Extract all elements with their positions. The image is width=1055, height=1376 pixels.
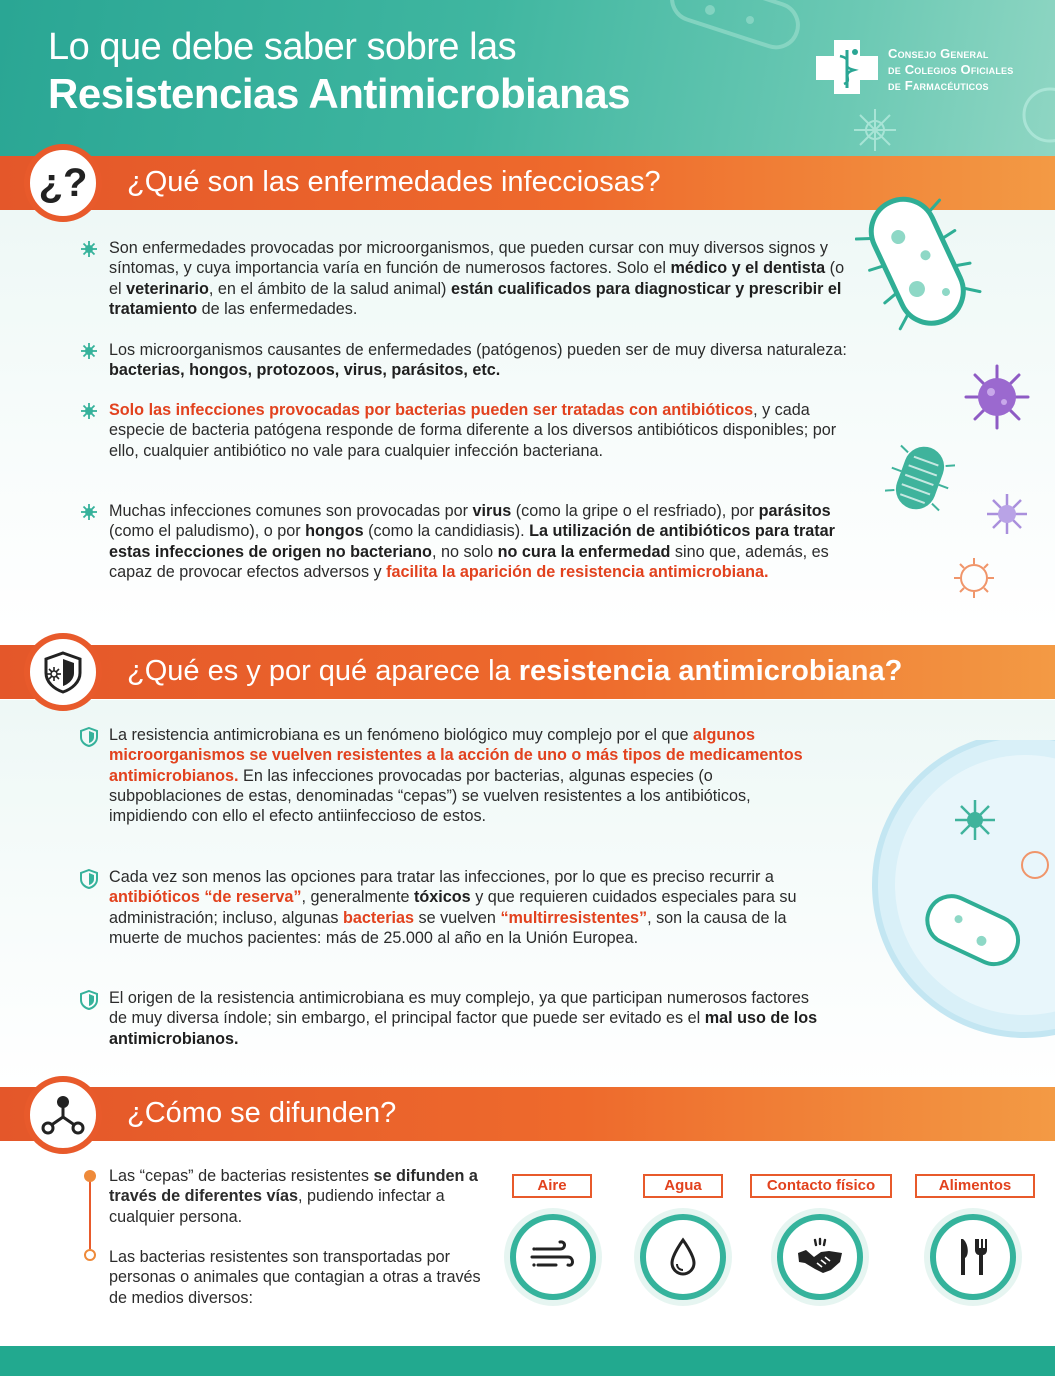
- s3s1-b: se difunden a través de diferentes vías: [109, 1167, 478, 1206]
- s1p4-a: Muchas infecciones comunes son provocadas por: [109, 502, 473, 520]
- s1p1-d: veterinario: [126, 279, 209, 298]
- shield-bullet-icon: [80, 727, 98, 747]
- s1p4-h: La utilización de antibióticos para tratar estas infecciones de origen no bacteriano: [109, 522, 835, 561]
- s1p4-c: (como la gripe o el resfriado), por: [511, 502, 759, 520]
- cutlery-icon: [955, 1236, 991, 1278]
- lilac-virus-icon: [985, 492, 1029, 536]
- wind-icon: [530, 1239, 576, 1275]
- network-nodes-icon: [38, 1093, 88, 1137]
- timeline-dot-filled: [84, 1170, 96, 1182]
- section2-paragraph1: [80, 725, 820, 826]
- s1p4-g: (como la candidiasis).: [363, 522, 530, 541]
- s1p4-d: parásitos: [758, 502, 831, 520]
- shield-badge-icon: [24, 633, 102, 711]
- organization-name: [888, 46, 1013, 94]
- s1p3-a: Solo las infecciones provocadas por bacterias pueden ser tratadas con antibióticos: [109, 401, 754, 419]
- section3-header-bar: [0, 1087, 1055, 1141]
- s2p1-b: algunos microorganismos se vuelven resistentes a la acción de uno o más tipos de medicamentos antimicrobianos.: [109, 726, 803, 785]
- section1-paragraph2: [80, 340, 860, 381]
- s2p3-a: El origen de la resistencia antimicrobiana es muy complejo, ya que participan numerosos factores de muy diversa índole; sin embargo, el principal factor que puede ser evitado es el: [109, 989, 810, 1028]
- header-banner: [0, 0, 1055, 158]
- s3s1-a: Las “cepas” de bacterias resistentes: [109, 1167, 374, 1185]
- s2p2-g: se vuelven: [414, 908, 501, 927]
- route-label-agua: Agua: [643, 1174, 723, 1198]
- organization-line3: de Farmacéuticos: [888, 78, 989, 93]
- page-title-line2: Resistencias Antimicrobianas: [48, 70, 630, 117]
- s2p2-i: , son la causa de la muerte de muchos pacientes: más de 25.000 al año en la Unión Europea.: [109, 908, 787, 947]
- spread-paragraph2: Las bacterias resistentes son transportadas por personas o animales que contagian a otras a través de medios diversos:: [109, 1248, 481, 1307]
- section1-paragraph1: [80, 238, 860, 319]
- section1-paragraph4: [80, 501, 860, 582]
- route-contacto-fisico: [777, 1214, 863, 1300]
- route-alimentos: [930, 1214, 1016, 1300]
- s1p1-g: de las enfermedades.: [197, 299, 358, 318]
- question-badge-text: ¿?: [38, 160, 88, 205]
- s1p4-l: facilita la aparición de resistencia antimicrobiana.: [386, 562, 769, 581]
- s1p1-c: (o el: [109, 259, 845, 298]
- s2p2-h: “multirresistentes”: [500, 908, 648, 927]
- question-badge-icon: [24, 144, 102, 222]
- cell-decoration-icon: [1010, 80, 1055, 150]
- petri-dish-illustration-icon: [855, 740, 1055, 1040]
- s3s1-c: , pudiendo infectar a cualquier persona.: [109, 1187, 445, 1226]
- s2p1-c: En las infecciones provocadas por bacterias, algunas especies (o subpoblaciones de estas, denominadas “cepas”) se vuelven resistentes a los antibióticos, impidiendo con ello el efecto antiinfeccioso de estos.: [109, 766, 751, 826]
- water-drop-icon: [668, 1237, 698, 1277]
- s1p3-b: , y cada especie de bacteria patógena responde de forma diferente a los diversos antibióticos disponibles; por ello, cualquier antibiótico no vale para cualquier infección bacteriana.: [109, 401, 837, 460]
- section2-title-part2: resistencia antimicrobiana?: [518, 655, 903, 687]
- green-bacterium-icon: [885, 438, 955, 518]
- orange-virus-icon: [952, 556, 996, 600]
- virus-decoration-icon: [850, 105, 900, 155]
- route-aire: [510, 1214, 596, 1300]
- route-label-aire: Aire: [512, 1174, 592, 1198]
- route-label-contacto: Contacto físico: [750, 1174, 892, 1198]
- spread-paragraph1: [109, 1166, 489, 1227]
- shield-bullet-icon: [80, 869, 98, 889]
- footer-bar: [0, 1346, 1055, 1376]
- organization-line2: de Colegios Oficiales: [888, 62, 1014, 77]
- s2p3-b: mal uso de los antimicrobianos.: [109, 1009, 818, 1048]
- page-title-line1: Lo que debe saber sobre las: [48, 26, 517, 68]
- s2p2-d: tóxicos: [414, 888, 471, 907]
- section2-title-part1: ¿Qué es y por qué aparece la: [127, 655, 519, 687]
- s1p2-b: bacterias, hongos, protozoos, virus, parásitos, etc.: [109, 361, 501, 380]
- s1p4-e: (como el paludismo), o por: [109, 522, 306, 541]
- virus-bullet-icon: [80, 402, 98, 420]
- s2p2-f: bacterias: [342, 908, 415, 927]
- section2-paragraph2: [80, 867, 820, 948]
- section1-title: ¿Qué son las enfermedades infecciosas?: [127, 166, 661, 198]
- section2-paragraph3: [80, 988, 820, 1049]
- s2p2-e: y que requieren cuidados especiales para su administración; incluso, algunas: [109, 888, 797, 927]
- purple-virus-icon: [960, 362, 1035, 432]
- timeline-dot-hollow: [84, 1249, 96, 1261]
- s1p4-j: no cura la enfermedad: [497, 542, 671, 561]
- s1p2-a: Los microorganismos causantes de enfermedades (patógenos) pueden ser de muy diversa naturaleza:: [109, 341, 847, 359]
- s2p1-a: La resistencia antimicrobiana es un fenómeno biológico muy complejo por el que: [109, 726, 693, 744]
- section2-header-bar: [0, 645, 1055, 699]
- s2p2-c: , generalmente: [301, 888, 415, 907]
- s2p2-a: Cada vez son menos las opciones para tratar las infecciones, por lo que es preciso recurrir a: [109, 868, 774, 886]
- s1p1-e: , en el ámbito de la salud animal): [208, 279, 451, 298]
- handshake-icon: [795, 1237, 845, 1277]
- organization-line1: Consejo General: [888, 46, 989, 61]
- bacteria-decoration-icon: [640, 0, 840, 70]
- timeline-line: [89, 1176, 91, 1254]
- s1p4-k: sino que, además, es capaz de provocar efectos adversos y: [109, 542, 829, 581]
- pharmacy-cross-logo-icon: [812, 36, 882, 96]
- s1p1-a: Son enfermedades provocadas por microorganismos, que pueden cursar con muy diversos signos y síntomas, y cuya importancia varía en función de numerosos factores. Solo el: [109, 239, 828, 278]
- route-label-alimentos: Alimentos: [915, 1174, 1035, 1198]
- s2p2-b: antibióticos “de reserva”: [109, 888, 302, 907]
- s1p4-i: , no solo: [431, 542, 498, 561]
- s1p4-b: virus: [472, 502, 512, 520]
- section2-title: [127, 655, 902, 688]
- section1-paragraph3: [80, 400, 860, 461]
- spread-network-badge-icon: [24, 1076, 102, 1154]
- virus-bullet-icon: [80, 342, 98, 360]
- virus-bullet-icon: [80, 240, 98, 258]
- s1p4-f: hongos: [305, 522, 364, 541]
- s1p1-b: médico y el dentista: [670, 259, 826, 278]
- shield-bullet-icon: [80, 990, 98, 1010]
- bacterium-illustration-icon: [855, 180, 985, 340]
- virus-bullet-icon: [80, 503, 98, 521]
- route-agua: [640, 1214, 726, 1300]
- shield-virus-icon: [40, 649, 86, 695]
- s1p1-f: están cualificados para diagnosticar y prescribir el tratamiento: [109, 279, 842, 318]
- section3-title: ¿Cómo se difunden?: [127, 1097, 397, 1129]
